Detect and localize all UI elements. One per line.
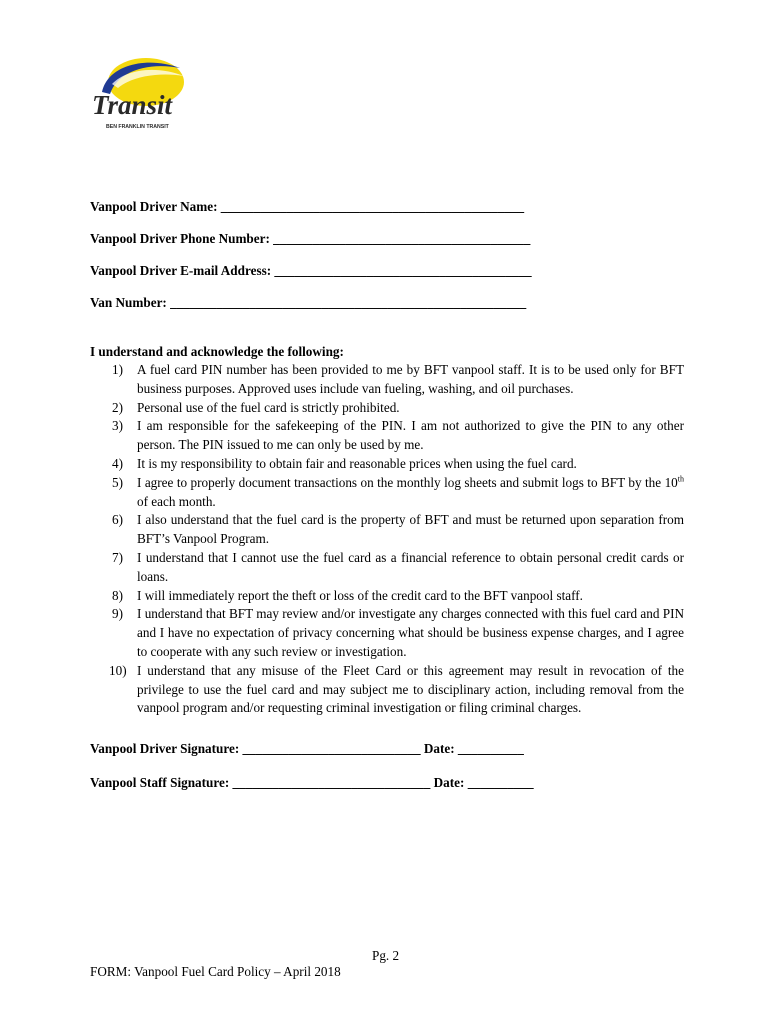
- staff-signature-label: Vanpool Staff Signature:: [90, 775, 233, 790]
- van-number-label: Van Number:: [90, 295, 171, 310]
- transit-logo: [88, 54, 190, 132]
- term-text: I also understand that the fuel card is the property of BFT and must be returned upon separation from BFT’s Vanpool Program.: [137, 512, 684, 547]
- term-text: I understand that I cannot use the fuel card as a financial reference to obtain personal credit cards or loans.: [137, 549, 684, 584]
- van-number-field[interactable]: [90, 295, 526, 311]
- term-item: [92, 605, 684, 661]
- term-number: 3): [112, 418, 123, 434]
- term-text: Personal use of the fuel card is strictly prohibited.: [137, 399, 400, 415]
- driver-signature-blank[interactable]: ___________________________: [242, 741, 421, 756]
- driver-date-label: Date:: [420, 741, 458, 756]
- term-item: [92, 662, 684, 718]
- driver-name-blank[interactable]: ______________________________________________: [220, 199, 525, 214]
- term-text: I am responsible for the safekeeping of the PIN. I am not authorized to give the PIN to any other person. The PIN issued to me can only be used by me.: [137, 418, 684, 453]
- driver-email-label: Vanpool Driver E-mail Address:: [90, 263, 275, 278]
- term-number: 10): [109, 662, 127, 678]
- term-item: [92, 474, 684, 512]
- driver-signature-label: Vanpool Driver Signature:: [90, 741, 243, 756]
- staff-signature-blank[interactable]: ______________________________: [232, 775, 431, 790]
- term-number: 4): [112, 455, 123, 471]
- staff-date-blank[interactable]: __________: [467, 775, 534, 790]
- term-number: 2): [112, 399, 123, 415]
- driver-phone-field[interactable]: [90, 231, 530, 247]
- term-number: 5): [112, 474, 123, 490]
- term-text: I understand that any misuse of the Fleet Card or this agreement may result in revocation of the privilege to use the fuel card and may subject me to disciplinary action, including removal from the vanpool program and/or requesting criminal investigation or filing criminal charges.: [137, 662, 684, 716]
- term-number: 7): [112, 549, 123, 565]
- term-number: 1): [112, 362, 123, 377]
- driver-signature-line[interactable]: [90, 741, 524, 757]
- form-footer: FORM: Vanpool Fuel Card Policy – April 2018: [90, 964, 341, 979]
- driver-name-field[interactable]: [90, 199, 524, 215]
- staff-date-label: Date:: [430, 775, 468, 790]
- term-text: A fuel card PIN number has been provided to me by BFT vanpool staff. It is to be used only for BFT business purposes. Approved uses include van fueling, washing, and oil purchases.: [137, 362, 684, 396]
- driver-email-field[interactable]: [90, 263, 532, 279]
- term-number: 6): [112, 512, 123, 528]
- van-number-blank[interactable]: ______________________________________________________: [170, 295, 527, 310]
- term-item: [92, 455, 684, 474]
- term-item: [92, 587, 684, 606]
- driver-email-blank[interactable]: _______________________________________: [274, 263, 532, 278]
- term-item: [92, 399, 684, 418]
- term-item: [92, 417, 684, 455]
- term-item: [92, 511, 684, 549]
- page-number: Pg. 2: [372, 948, 400, 963]
- term-item: [92, 549, 684, 587]
- term-item: [92, 361, 684, 399]
- driver-phone-label: Vanpool Driver Phone Number:: [90, 231, 274, 246]
- staff-signature-line[interactable]: [90, 775, 534, 791]
- driver-date-blank[interactable]: __________: [457, 741, 524, 756]
- logo-tagline: BEN FRANKLIN TRANSIT: [106, 124, 169, 130]
- driver-name-label: Vanpool Driver Name:: [90, 199, 221, 214]
- term-text: It is my responsibility to obtain fair and reasonable prices when using the fuel card.: [137, 455, 577, 471]
- term-number: 8): [112, 587, 123, 603]
- logo-wordmark: Transit: [92, 90, 173, 120]
- driver-phone-blank[interactable]: _______________________________________: [273, 231, 531, 246]
- term-text: I understand that BFT may review and/or investigate any charges connected with this fuel card and PIN and I have no expectation of privacy concerning what should be business expense charges, and I agree to cooperate with any such review or investigation.: [137, 606, 684, 659]
- term-text: I will immediately report the theft or loss of the credit card to the BFT vanpool staff.: [137, 587, 583, 603]
- term-number: 9): [112, 606, 123, 622]
- ordinal-suffix: th: [677, 474, 684, 484]
- term-text: I agree to properly document transactions on the monthly log sheets and submit logs to BFT by the 10: [137, 474, 678, 490]
- term-text-cont: of each month.: [137, 493, 216, 509]
- acknowledge-heading: I understand and acknowledge the following:: [90, 344, 344, 359]
- terms-list: [92, 361, 684, 718]
